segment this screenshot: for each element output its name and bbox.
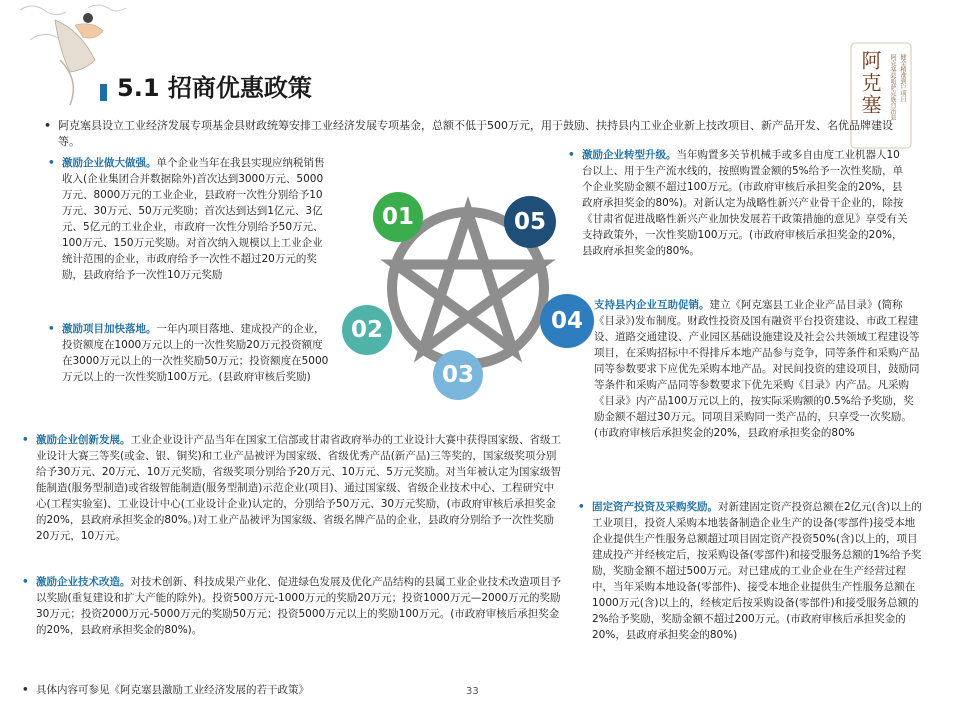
policy-body: 一年内项目落地、建成投产的企业，投资额度在1000万元以上的一次性奖励20万元投资额度在3000万元以上的一次性奖励50万元；投资额度在5000万元以上的一次性奖励100万元。(县政府审核后奖励) (62, 323, 329, 383)
bullet: • (48, 323, 55, 335)
title-accent-bar (100, 84, 107, 101)
policy-heading: 支持县内企业互助促销。 (594, 299, 710, 311)
policy-block-6 (580, 297, 920, 441)
page-title: 5.1 招商优惠政策 (117, 74, 312, 102)
footer-note-block (22, 682, 462, 698)
policy-heading: 激励企业创新发展。 (36, 434, 131, 446)
bullet: • (48, 157, 55, 169)
policy-block-7 (578, 499, 923, 643)
policy-body: 建立《阿克塞县工业企业产品目录》(简称《目录》)发布制度。财政性投资及国有融资平台投资建设、市政工程建设、道路交通建设、产业园区基础设施建设及社会公共领域工程建设等项目，在采购招标中不得排斥本地产品参与竞争，同等条件和采购产品同等参数要求下应优先采购本地产品。对民间投资的建设项目，鼓励同等条件和采购产品同等参数要求下优先采购《目录》内产品。凡采购《目录》内产品100万元以上的，按实际采购额的0.5%给予奖励，奖励金额不超过30万元。同项目采购同一类产品的，只享受一次奖励。(市政府审核后承担奖金的20%，县政府承担奖金的80% (594, 299, 920, 439)
footer-note: 具体内容可参见《阿克塞县激励工业经济发展的若干政策》 (36, 684, 309, 696)
diagram-circle-03: 03 (433, 350, 483, 400)
policy-body: 单个企业当年在我县实现应纳税销售收入(企业集团合并数据除外)首次达到3000万元、5000万元、8000万元的工业企业，县政府一次性分别给予10万元、30万元、50万元奖励；首次达到达到1亿元、3亿元、5亿元的工业企业，市政府一次性分别给予50万元、100万元、150万元奖励。对首次纳入规模以上工业企业统计范围的企业，市政府给予一次性不超过20万元的奖励，县政府给予一次性10万元奖励 (62, 157, 325, 281)
policy-body: 工业企业设计产品当年在国家工信部或甘肃省政府举办的工业设计大赛中获得国家级、省级工业设计大赛三等奖(或金、银、铜奖)和工业产品被评为国家级、省级优秀产品(新产品)三等奖的，国家级奖项分别给予30万元、20万元、10万元奖励，省级奖项分别给予20万元、10万元、5万元奖励。对当年被认定为国家级智能制造(服务型制造)或省级智能制造(服务型制造)示范企业(项目)、通过国家级、省级企业技术中心、工程研究中心(工程实验室)、工业设计中心(工业设计企业)认定的，分别给予50万元、30万元奖励，(市政府审核后承担奖金的20%，县政府承担奖金的80%。)对工业产品被评为国家级、省级名牌产品的企业，县政府分别给予一次性奖励20万元，10万元。 (36, 434, 561, 542)
intro-block (44, 118, 894, 150)
policy-heading: 激励企业技术改造。 (36, 576, 131, 588)
logo-tagline-2: 阿克塞县哈萨克族自治县 (889, 54, 896, 120)
policy-heading: 激励企业做大做强。 (62, 157, 157, 169)
policy-heading: 激励项目加快落地。 (62, 323, 157, 335)
policy-diagram (340, 180, 610, 400)
policy-body: 对技术创新、科技成果产业化、促进绿色发展及优化产品结构的县属工业企业技术改造项目予以奖励(重复建设和扩大产能的除外)。投资500万元-1000万元的奖励20万元；投资1000万元—2000万元的奖励30万元；投资2000万元-5000万元的奖励50万元；投资5000万元以上的奖励100万元。(市政府审核后承担奖金的20%，县政府承担奖金的80%)。 (36, 576, 561, 636)
bullet: • (568, 149, 575, 161)
diagram-circle-02: 02 (342, 305, 392, 355)
policy-block-1 (48, 155, 333, 283)
page-number: 33 (466, 686, 479, 697)
diagram-circle-04: 04 (540, 294, 594, 348)
logo-main-text: 阿克塞 (858, 50, 882, 116)
policy-block-2 (48, 321, 333, 385)
diagram-circle-01: 01 (373, 192, 423, 242)
policy-body: 当年购置多关节机械手或多自由度工业机器人10台以上、用于生产流水线的，按照购置金额的5%给予一次性奖励，单个企业奖励金额不超过100万元。(市政府审核后承担奖金的20%，县政府承担奖金的80%)。对新认定为战略性新兴产业骨干企业的，除按《甘肃省促进战略性新兴产业加快发展若干政策措施的意见》享受有关支持政策外，一次性奖励100万元。(市政府审核后承担奖金的20%，县政府承担奖金的80%。 (582, 149, 908, 257)
intro-text: 阿克塞县设立工业经济发展专项基金县财政统筹安排工业经济发展专项基金，总额不低于500万元，用于鼓励、扶持县内工业企业新上技改项目、新产品开发、名优品牌建设等。 (58, 119, 893, 148)
bullet: • (578, 501, 585, 513)
policy-block-5 (568, 147, 908, 259)
diagram-circle-05: 05 (504, 196, 556, 248)
policy-block-4 (22, 574, 562, 638)
bullet: • (44, 119, 52, 132)
policy-heading: 激励企业转型升级。 (582, 149, 677, 161)
bullet: • (22, 684, 29, 696)
policy-block-3 (22, 432, 562, 544)
logo-tagline-1: 健全精准到户项目 (899, 54, 906, 102)
policy-body: 对新建固定资产投资总额在2亿元(含)以上的工业项目，投资人采购本地装备制造企业生产的设备(零部件)接受本地企业提供生产性服务总额超过项目固定资产投资50%(含)以上的，项目建成投产并经核定后，按采购设备(零部件)和接受服务总额的1%给予奖励，奖励金额不超过500万元。对已建成的工业企业在生产经营过程中，当年采购本地设备(零部件)、接受本地企业提供生产性服务总额在1000万元(含)以上的，经核定后按采购设备(零部件)和接受服务总额的2%给予奖励，奖励金额不超过200万元。(市政府审核后承担奖金的20%，县政府承担奖金的80%) (592, 501, 922, 641)
policy-heading: 固定资产投资及采购奖励。 (592, 501, 718, 513)
bullet: • (22, 576, 29, 588)
bullet: • (22, 434, 29, 446)
